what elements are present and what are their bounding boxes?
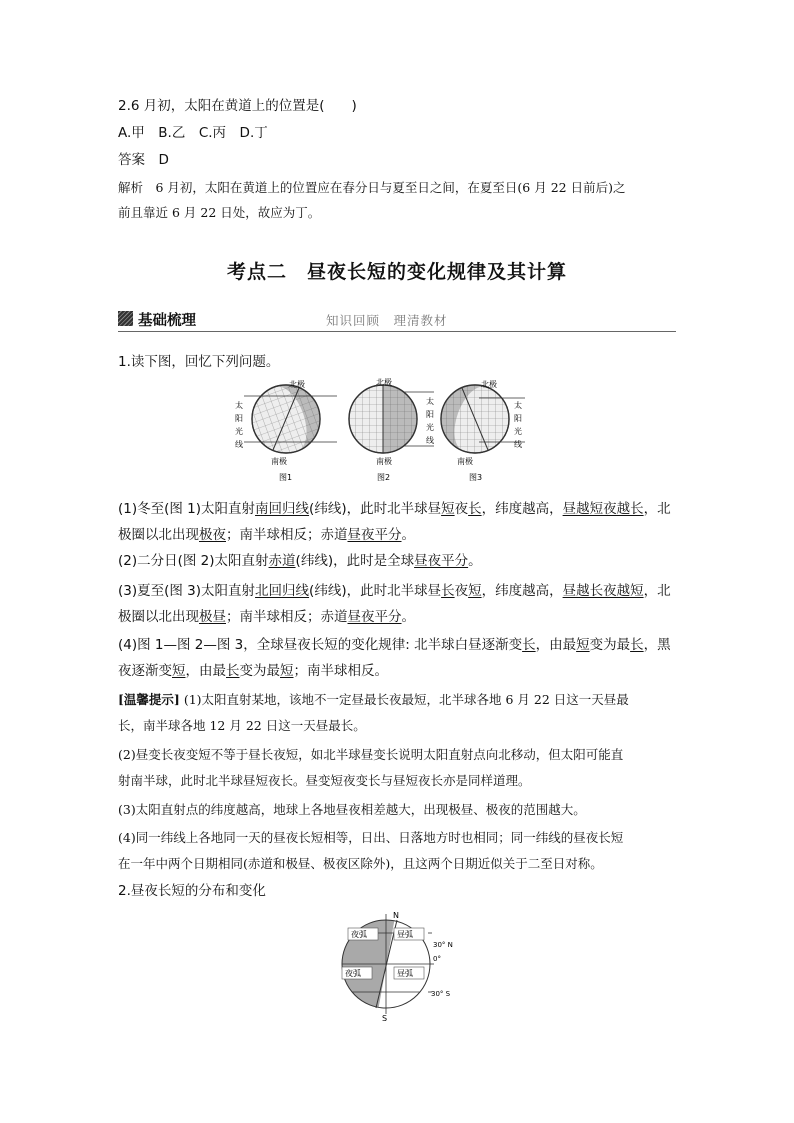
banner-subtitle: 知识回顾 理清教材 bbox=[326, 313, 448, 328]
text-span: ，由最 bbox=[535, 637, 577, 653]
fig3-sun-2: 阳 bbox=[514, 414, 522, 423]
fig2-sun-3: 光 bbox=[426, 423, 434, 432]
text-span: ，纬度越高， bbox=[481, 501, 563, 517]
fig1-south-label: 南极 bbox=[271, 457, 287, 466]
item2-title: 2.昼夜长短的分布和变化 bbox=[118, 883, 266, 899]
fill-blank: 昼夜平分 bbox=[347, 527, 402, 543]
para1-line1 bbox=[118, 500, 671, 518]
fill-blank: 长 bbox=[441, 583, 455, 599]
lat-30s-label: 30° S bbox=[431, 990, 451, 998]
fig1-sun-1: 太 bbox=[235, 401, 243, 410]
fill-blank: 极夜 bbox=[199, 527, 226, 543]
lat-0-label: 0° bbox=[433, 955, 441, 963]
analysis-line-1: 解析 6 月初，太阳在黄道上的位置应在春分日与夏至日之间，在夏至日(6 月 22 日前后)之 bbox=[118, 180, 626, 195]
fig2-sun-4: 线 bbox=[426, 436, 434, 445]
banner-title: 基础梳理 bbox=[138, 313, 196, 329]
para4-line2 bbox=[118, 662, 388, 680]
item1-intro: 1.读下图，回忆下列问题。 bbox=[118, 354, 280, 370]
text-span: ，北 bbox=[643, 501, 671, 517]
para1-line2 bbox=[118, 526, 415, 544]
fig2-sun-2: 阳 bbox=[426, 410, 434, 419]
answer-options: A.甲 B.乙 C.丙 D.丁 bbox=[118, 125, 268, 141]
text-span: 极圈以北出现 bbox=[118, 609, 199, 625]
section-title: 考点二 昼夜长短的变化规律及其计算 bbox=[226, 261, 567, 283]
tip1-line1 bbox=[118, 691, 629, 709]
text-span: ，北 bbox=[643, 583, 671, 599]
text-span: (纬线)，此时北半球昼 bbox=[309, 583, 442, 599]
fill-blank: 短 bbox=[280, 663, 294, 679]
day-arc-label-top: 昼弧 bbox=[397, 930, 413, 939]
fig3-north-label: 北极 bbox=[481, 380, 497, 389]
fill-blank: 昼夜平分 bbox=[414, 553, 469, 569]
fig3-sun-4: 线 bbox=[514, 440, 522, 449]
globe-fig2 bbox=[349, 377, 434, 482]
fill-blank: 长 bbox=[522, 637, 536, 653]
text-span: (4)图 1—图 2—图 3，全球昼夜长短的变化规律: 北半球白昼逐渐变 bbox=[118, 637, 523, 653]
globe-fig3 bbox=[431, 376, 525, 482]
tip1-line2: 长，南半球各地 12 月 22 日这一天昼最长。 bbox=[118, 718, 366, 733]
section-banner bbox=[118, 309, 676, 332]
text-span: 夜 bbox=[454, 501, 469, 517]
text-span: 。 bbox=[468, 553, 482, 569]
fill-blank: 昼越长夜越短 bbox=[562, 583, 644, 599]
fill-blank: 短 bbox=[468, 583, 482, 599]
text-span: ；南半球相反；赤道 bbox=[226, 527, 348, 543]
answer-value: D bbox=[158, 152, 169, 168]
text-span: (2)二分日(图 2)太阳直射 bbox=[118, 553, 269, 569]
text-span: ；南半球相反。 bbox=[293, 663, 388, 679]
text-span: ；南半球相反；赤道 bbox=[226, 609, 348, 625]
answer-label: 答案 bbox=[118, 152, 145, 168]
fill-blank: 昼越短夜越长 bbox=[562, 501, 644, 517]
fill-blank: 极昼 bbox=[199, 609, 226, 625]
tip4-line1: (4)同一纬线上各地同一天的昼夜长短相等，日出、日落地方时也相同；同一纬线的昼夜长短 bbox=[118, 830, 624, 845]
fig1-sun-4: 线 bbox=[235, 440, 243, 449]
day-arc-label-bottom: 昼弧 bbox=[397, 969, 413, 978]
text-span: (3)夏至(图 3)太阳直射 bbox=[118, 583, 256, 599]
fill-blank: 短 bbox=[576, 637, 590, 653]
fill-blank: 昼夜平分 bbox=[347, 609, 402, 625]
fig2-sun-1: 太 bbox=[426, 397, 434, 406]
fig3-sun-3: 光 bbox=[514, 427, 522, 436]
fig1-sun-2: 阳 bbox=[235, 414, 243, 423]
globe-fig1 bbox=[235, 376, 337, 482]
text-span: 变为最 bbox=[589, 637, 631, 653]
tip3-line: (3)太阳直射点的纬度越高，地球上各地昼夜相差越大，出现极昼、极夜的范围越大。 bbox=[118, 802, 586, 817]
fill-blank: 短 bbox=[441, 501, 455, 517]
globe-figures bbox=[229, 376, 529, 484]
fill-blank: 赤道 bbox=[268, 553, 296, 569]
fig2-south-label: 南极 bbox=[376, 457, 392, 466]
analysis-line-2: 前且靠近 6 月 22 日处，故应为丁。 bbox=[118, 205, 321, 220]
text-span: ，由最 bbox=[185, 663, 226, 679]
answer-row bbox=[118, 151, 169, 169]
text-span: (纬线)，此时是全球 bbox=[295, 553, 415, 569]
night-arc-label-bottom: 夜弧 bbox=[345, 969, 361, 978]
fig1-caption: 图1 bbox=[279, 473, 293, 482]
tip2-line2: 射南半球，此时北半球昼短夜长。昼变短夜变长与昼短夜长亦是同样道理。 bbox=[118, 773, 531, 788]
fig1-north-label: 北极 bbox=[289, 380, 305, 389]
text-span: ，纬度越高， bbox=[481, 583, 563, 599]
text-span: (1)太阳直射某地，该地不一定昼最长夜最短，北半球各地 6 月 22 日这一天昼最 bbox=[183, 692, 629, 707]
fill-blank: 北回归线 bbox=[255, 583, 310, 599]
south-label: S bbox=[382, 1014, 388, 1022]
para4-line1 bbox=[118, 636, 671, 654]
fig3-caption: 图3 bbox=[469, 473, 483, 482]
text-span: 夜逐渐变 bbox=[118, 663, 172, 679]
text-span: 。 bbox=[401, 609, 415, 625]
fig3-south-label: 南极 bbox=[457, 457, 473, 466]
tips-label: [温馨提示] bbox=[118, 692, 180, 707]
fill-blank: 长 bbox=[468, 501, 482, 517]
text-span: (1)冬至(图 1)太阳直射 bbox=[118, 501, 256, 517]
fig1-sun-3: 光 bbox=[235, 427, 243, 436]
fig2-north-label: 北极 bbox=[376, 378, 392, 387]
lat-30n-label: 30° N bbox=[433, 941, 453, 949]
text-span: (纬线)，此时北半球昼 bbox=[309, 501, 442, 517]
text-span: 夜 bbox=[454, 583, 469, 599]
day-night-arc-figure bbox=[336, 906, 466, 1022]
fig2-caption: 图2 bbox=[377, 473, 391, 482]
para3-line1 bbox=[118, 582, 671, 600]
text-span: 。 bbox=[401, 527, 415, 543]
fill-blank: 长 bbox=[226, 663, 240, 679]
fill-blank: 短 bbox=[172, 663, 186, 679]
para3-line2 bbox=[118, 608, 415, 626]
banner-icon bbox=[118, 311, 133, 326]
text-span: 变为最 bbox=[239, 663, 280, 679]
fill-blank: 长 bbox=[630, 637, 644, 653]
text-span: ，黑 bbox=[643, 637, 671, 653]
tip4-line2: 在一年中两个日期相同(赤道和极昼、极夜区除外)，且这两个日期近似关于二至日对称。 bbox=[118, 856, 603, 871]
fill-blank: 南回归线 bbox=[255, 501, 310, 517]
north-label: N bbox=[393, 911, 399, 920]
text-span: 极圈以北出现 bbox=[118, 527, 199, 543]
night-arc-label-top: 夜弧 bbox=[351, 930, 367, 939]
question-text: 2.6 月初，太阳在黄道上的位置是( ) bbox=[118, 98, 357, 114]
tip2-line1: (2)昼变长夜变短不等于昼长夜短，如北半球昼变长说明太阳直射点向北移动，但太阳可能直 bbox=[118, 747, 624, 762]
para2-line1 bbox=[118, 552, 482, 570]
fig3-sun-1: 太 bbox=[514, 401, 522, 410]
